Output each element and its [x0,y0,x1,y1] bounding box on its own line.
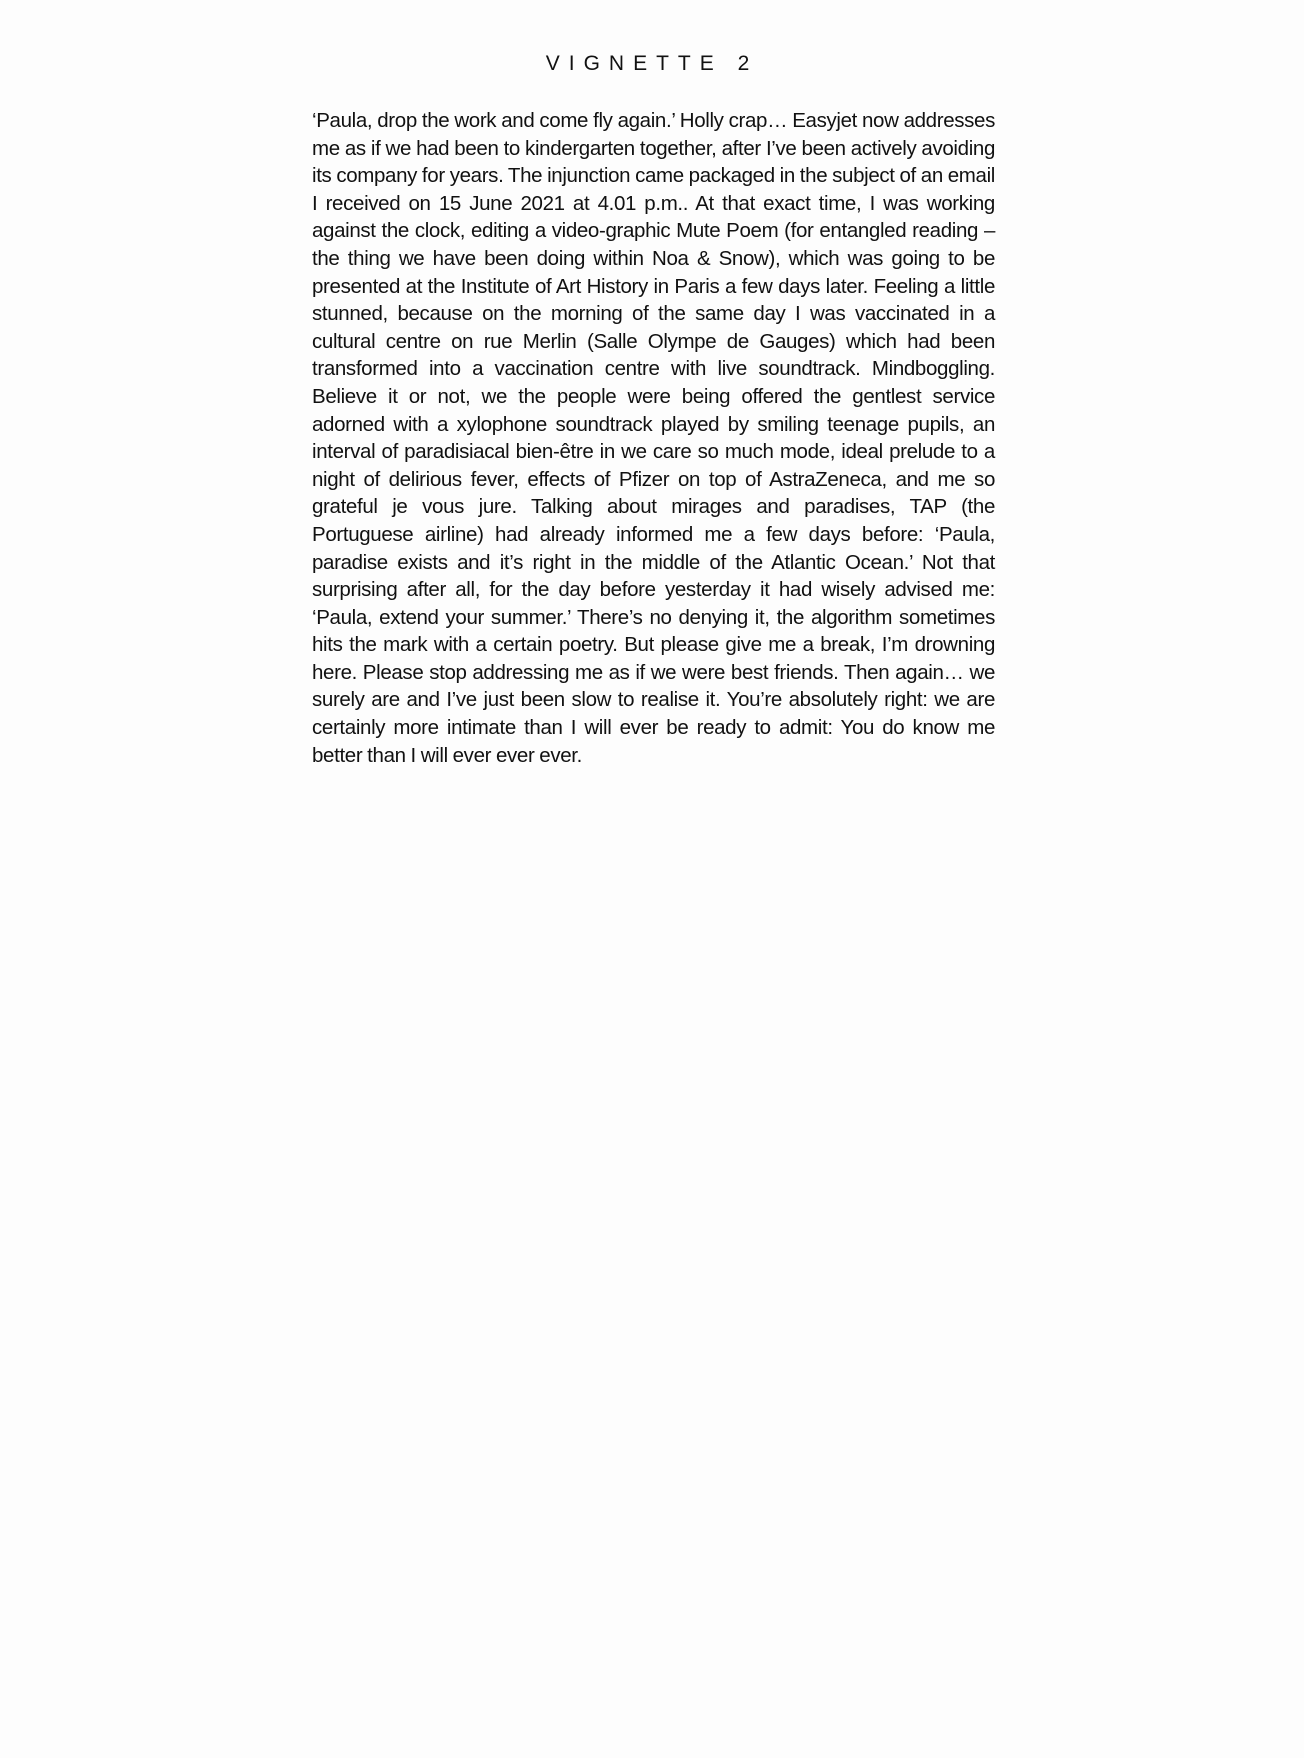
body-paragraph: ‘Paula, drop the work and come fly again.’ Holly crap… Easyjet now addresses me as if we had been to kindergarten together, after I’ve been actively avoiding its company for years. The injunction came packaged in the subject of an email I received on 15 June 2021 at 4.01 p.m.. At that exact time, I was working against the clock, editing a video-graphic Mute Poem (for entangled reading – the thing we have been doing within Noa & Snow), which was going to be presented at the Institute of Art History in Paris a few days later. Feeling a little stunned, because on the morning of the same day I was vaccinated in a cultural centre on rue Merlin (Salle Olympe de Gauges) which had been transformed into a vaccination centre with live soundtrack. Mindboggling. Believe it or not, we the people were being offered the gentlest service adorned with a xylophone soundtrack played by smiling teenage pupils, an interval of paradisiacal bien-être in we care so much mode, ideal prelude to a night of delirious fever, effects of Pfizer on top of AstraZeneca, and me so grateful je vous jure. Talking about mirages and paradises, TAP (the Portuguese airline) had already informed me a few days before: ‘Paula, paradise exists and it’s right in the middle of the Atlantic Ocean.’ Not that surprising after all, for the day before yesterday it had wisely advised me: ‘Paula, extend your summer.’ There’s no denying it, the algorithm sometimes hits the mark with a certain poetry. But please give me a break, I’m drowning here. Please stop addressing me as if we were best friends. Then again… we surely are and I’ve just been slow to realise it. You’re absolutely right: we are certainly more intimate than I will ever be ready to admit: You do know me better than I will ever ever ever. [312,109,995,767]
page-title: VIGNETTE 2 [545,52,759,75]
